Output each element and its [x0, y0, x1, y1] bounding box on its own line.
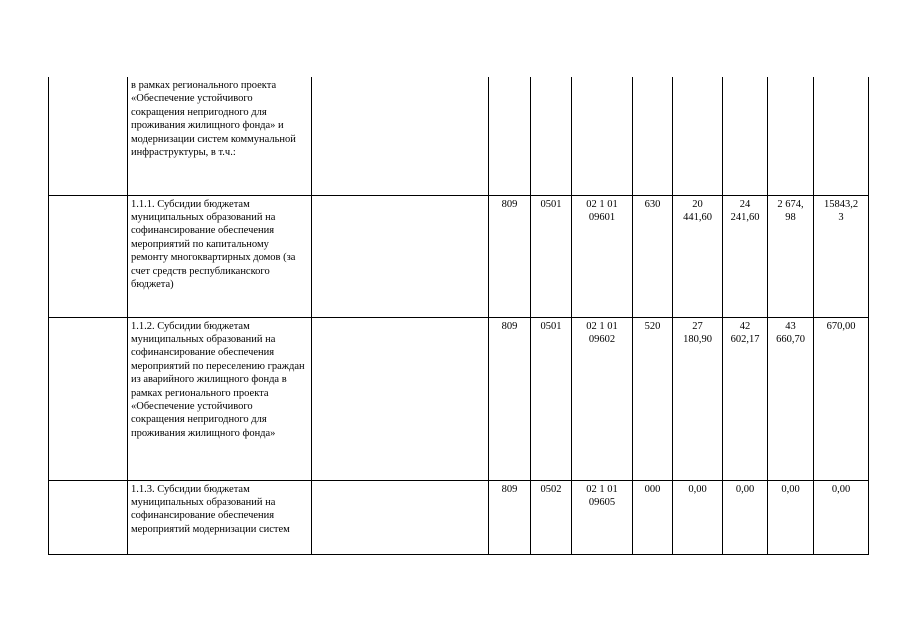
- value3-cell: [768, 77, 814, 195]
- blank-cell: [312, 480, 489, 554]
- value4-cell: 670,00: [814, 317, 869, 480]
- value2-cell: 0,00: [723, 480, 768, 554]
- csr-cell: 02 1 01 09601: [572, 195, 633, 317]
- rz-cell: 0501: [531, 195, 572, 317]
- value3-cell: 0,00: [768, 480, 814, 554]
- blank-cell: [312, 77, 489, 195]
- table-body: [49, 77, 869, 554]
- index-cell: [49, 480, 128, 554]
- csr-cell: 02 1 01 09605: [572, 480, 633, 554]
- value3-cell: 43 660,70: [768, 317, 814, 480]
- grbs-cell: 809: [489, 317, 531, 480]
- index-cell: [49, 195, 128, 317]
- value4-cell: 0,00: [814, 480, 869, 554]
- grbs-cell: 809: [489, 195, 531, 317]
- table-row: [49, 195, 869, 317]
- index-cell: [49, 77, 128, 195]
- vr-cell: [633, 77, 673, 195]
- value4-cell: 15843,2 3: [814, 195, 869, 317]
- value1-cell: 27 180,90: [673, 317, 723, 480]
- grbs-cell: 809: [489, 480, 531, 554]
- vr-cell: 520: [633, 317, 673, 480]
- item-name-cell: 1.1.3. Субсидии бюджетам муниципальных образований на софинансирование обеспечения мероприятий модернизации систем: [128, 480, 312, 554]
- value1-cell: [673, 77, 723, 195]
- value2-cell: 24 241,60: [723, 195, 768, 317]
- rz-cell: 0501: [531, 317, 572, 480]
- item-name-cell: 1.1.2. Субсидии бюджетам муниципальных образований на софинансирование обеспечения мероприятий по переселению граждан из аварийного жилищного фонда в рамках регионального проекта «Обеспечение устойчивого сокращения непригодного для проживания жилищного фонда»: [128, 317, 312, 480]
- item-name-cell: в рамках регионального проекта «Обеспечение устойчивого сокращения непригодного для проживания жилищного фонда» и модернизации систем коммунальной инфраструктуры, в т.ч.:: [128, 77, 312, 195]
- grbs-cell: [489, 77, 531, 195]
- rz-cell: 0502: [531, 480, 572, 554]
- value2-cell: 42 602,17: [723, 317, 768, 480]
- item-name-cell: 1.1.1. Субсидии бюджетам муниципальных образований на софинансирование обеспечения мероприятий по капитальному ремонту многоквартирных домов (за счет средств республиканского бюджета): [128, 195, 312, 317]
- table-row: [49, 480, 869, 554]
- value3-cell: 2 674, 98: [768, 195, 814, 317]
- vr-cell: 630: [633, 195, 673, 317]
- csr-cell: 02 1 01 09602: [572, 317, 633, 480]
- index-cell: [49, 317, 128, 480]
- budget-table: [48, 77, 869, 555]
- value4-cell: [814, 77, 869, 195]
- rz-cell: [531, 77, 572, 195]
- value1-cell: 20 441,60: [673, 195, 723, 317]
- csr-cell: [572, 77, 633, 195]
- vr-cell: 000: [633, 480, 673, 554]
- blank-cell: [312, 195, 489, 317]
- value1-cell: 0,00: [673, 480, 723, 554]
- value2-cell: [723, 77, 768, 195]
- blank-cell: [312, 317, 489, 480]
- table-row: [49, 77, 869, 195]
- table-row: [49, 317, 869, 480]
